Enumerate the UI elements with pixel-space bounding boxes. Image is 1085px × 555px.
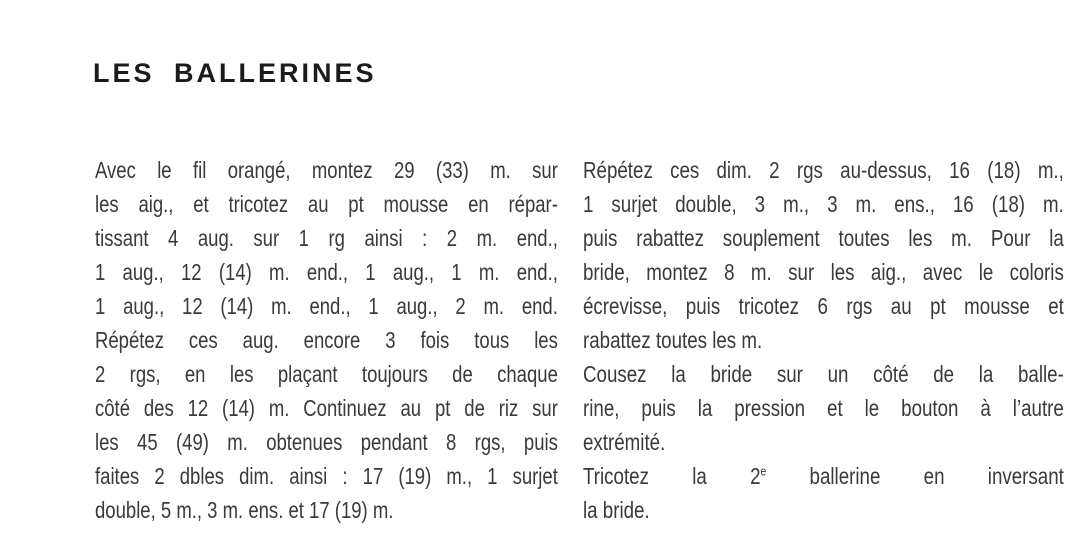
text-line: 1 aug., 12 (14) m. end., 1 aug., 2 m. end.	[95, 293, 558, 319]
right-column	[583, 153, 1064, 527]
text-line: Avec le fil orangé, montez 29 (33) m. sur	[95, 157, 558, 183]
ordinal-superscript: e	[760, 464, 767, 479]
text-line: faites 2 dbles dim. ainsi : 17 (19) m., 1 surjet	[95, 463, 558, 489]
text-line: 2 rgs, en les plaçant toujours de chaque	[95, 361, 558, 387]
text-line: rabattez toutes les m.	[583, 327, 763, 353]
text-line: bride, montez 8 m. sur les aig., avec le coloris	[583, 259, 1064, 285]
text-line: extrémité.	[583, 429, 666, 455]
text-line: 1 aug., 12 (14) m. end., 1 aug., 1 m. end.,	[95, 259, 558, 285]
text-line: écrevisse, puis tricotez 6 rgs au pt mousse et	[583, 293, 1064, 319]
text-line	[583, 459, 1064, 493]
left-column	[95, 153, 558, 527]
text-line: la bride.	[583, 497, 650, 523]
text-line: Répétez ces dim. 2 rgs au-dessus, 16 (18) m.,	[583, 157, 1064, 183]
text-line: tissant 4 aug. sur 1 rg ainsi : 2 m. end.,	[95, 225, 558, 251]
text-segment: Tricotez la 2	[583, 463, 761, 489]
text-line: double, 5 m., 3 m. ens. et 17 (19) m.	[95, 497, 394, 523]
text-line: Cousez la bride sur un côté de la balle-	[583, 361, 1064, 387]
page-title: LES BALLERINES	[93, 58, 377, 88]
text-line: Répétez ces aug. encore 3 fois tous les	[95, 327, 558, 353]
text-line: les aig., et tricotez au pt mousse en répar-	[95, 191, 558, 217]
text-line: 1 surjet double, 3 m., 3 m. ens., 16 (18) m.	[583, 191, 1064, 217]
text-line: les 45 (49) m. obtenues pendant 8 rgs, puis	[95, 429, 558, 455]
text-line: puis rabattez souplement toutes les m. Pour la	[583, 225, 1064, 251]
text-segment: ballerine en inversant	[766, 463, 1064, 489]
text-line: rine, puis la pression et le bouton à l’autre	[583, 395, 1064, 421]
text-line: côté des 12 (14) m. Continuez au pt de riz sur	[95, 395, 558, 421]
